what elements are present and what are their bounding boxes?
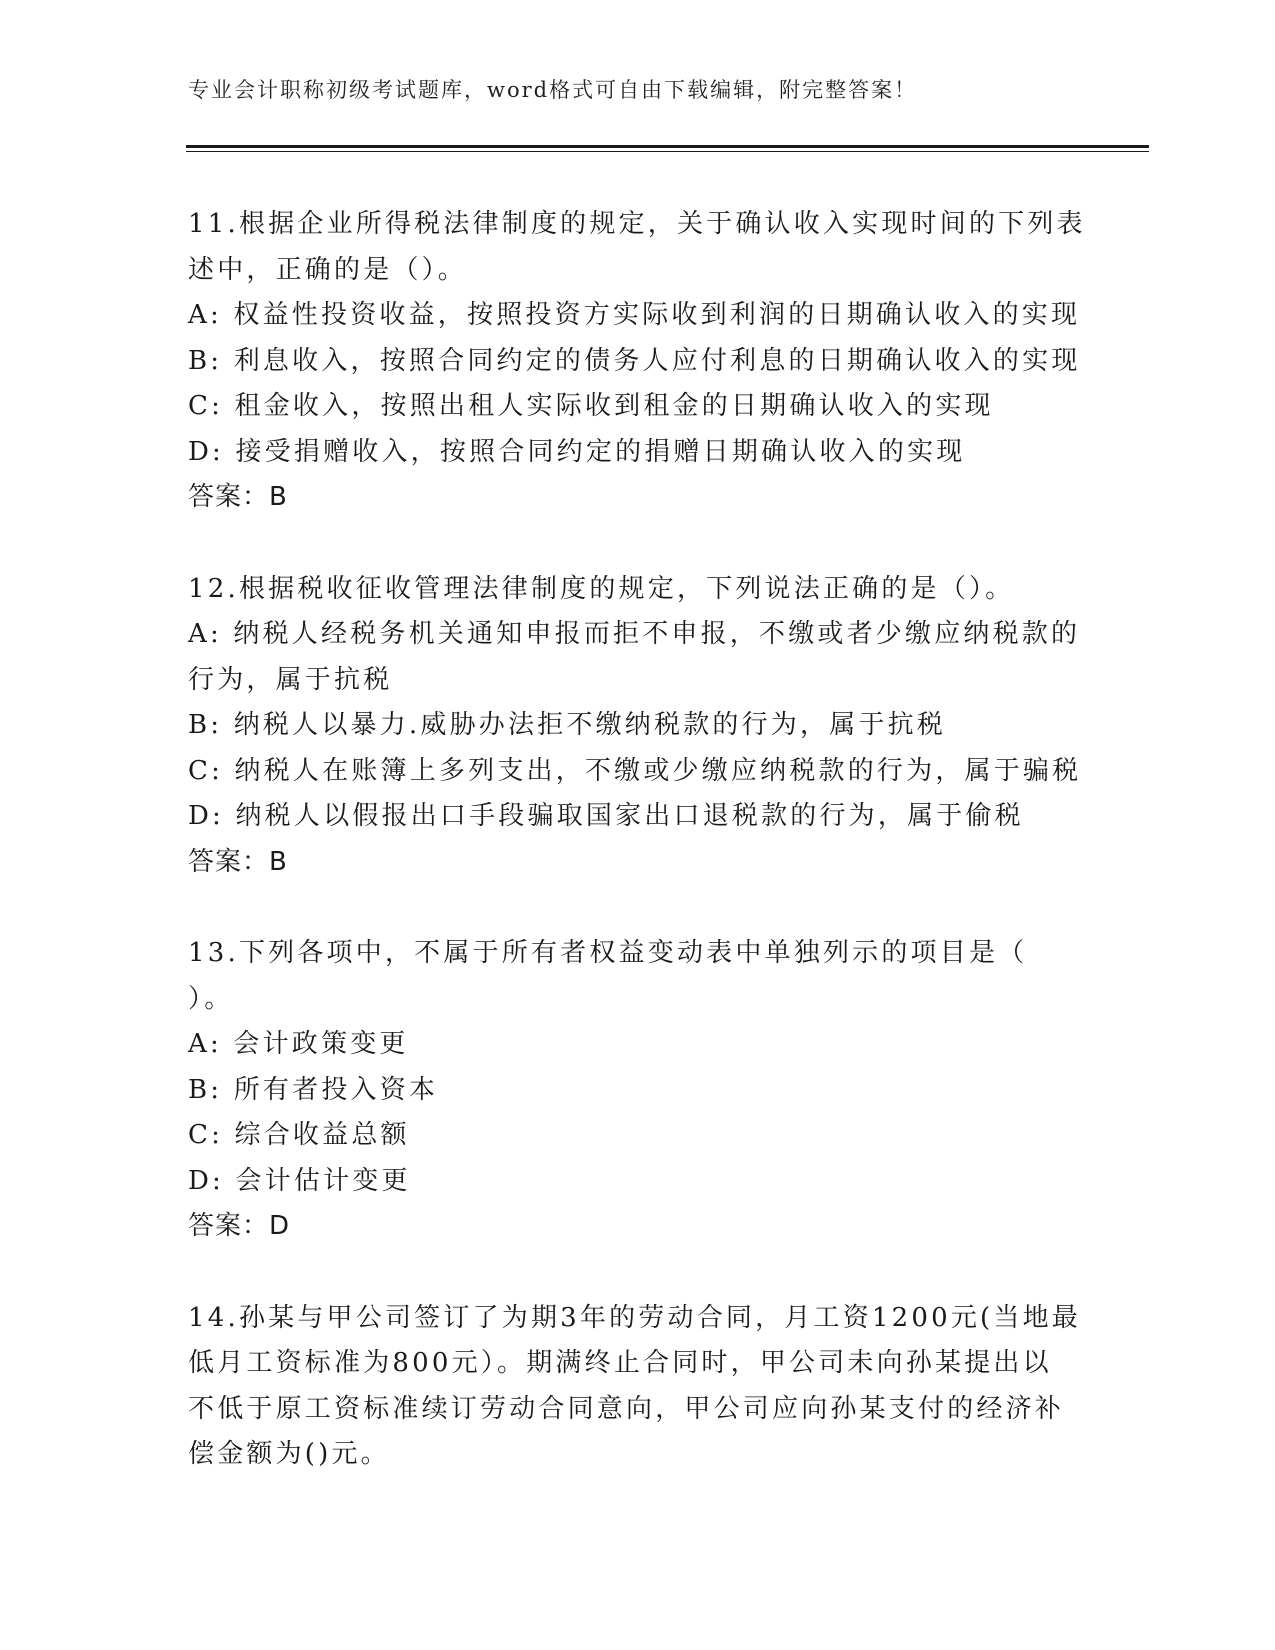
header-rule-thin	[186, 151, 1149, 152]
question-text: 12.根据税收征收管理法律制度的规定，下列说法正确的是（）。	[188, 573, 1015, 604]
question-text: 13.下列各项中，不属于所有者权益变动表中单独列示的项目是（	[188, 938, 1028, 968]
option-d: D: 接受捐赠收入，按照合同约定的捐赠日期确认收入的实现	[188, 436, 966, 467]
option-b: B: 所有者投入资本	[188, 1074, 439, 1105]
question-text: 低月工资标准为800元）。期满终止合同时，甲公司未向孙某提出以	[188, 1348, 1052, 1378]
option-d: D: 纳税人以假报出口手段骗取国家出口退税款的行为，属于偷税	[188, 801, 1024, 831]
header-rule-thick	[186, 145, 1149, 148]
option-b: B: 利息收入，按照合同约定的债务人应付利息的日期确认收入的实现	[188, 345, 1081, 376]
option-a: A: 权益性投资收益，按照投资方实际收到利润的日期确认收入的实现	[188, 300, 1081, 330]
option-b: B: 纳税人以暴力.威胁办法拒不缴纳税款的行为，属于抗税	[188, 710, 946, 740]
question-11	[188, 202, 1088, 521]
option-a-continued: 行为，属于抗税	[188, 664, 393, 695]
option-c: C: 租金收入，按照出租人实际收到租金的日期确认收入的实现	[188, 391, 994, 421]
question-list	[188, 202, 1088, 1524]
option-a: A: 纳税人经税务机关通知申报而拒不申报，不缴或者少缴应纳税款的	[188, 619, 1081, 649]
question-text: ）。	[188, 983, 234, 1014]
option-c: C: 综合收益总额	[188, 1120, 410, 1150]
option-a: A: 会计政策变更	[188, 1029, 409, 1059]
question-text: 偿金额为()元。	[188, 1439, 390, 1469]
question-text: 11.根据企业所得税法律制度的规定，关于确认收入实现时间的下列表	[188, 209, 1086, 239]
question-text: 述中，正确的是（）。	[188, 254, 468, 285]
answer: 答案：B	[188, 846, 288, 877]
question-12	[188, 567, 1088, 886]
answer: 答案：B	[188, 482, 288, 512]
option-d: D: 会计估计变更	[188, 1165, 411, 1196]
page-header: 专业会计职称初级考试题库，word格式可自由下载编辑，附完整答案！	[188, 78, 918, 102]
question-text: 不低于原工资标准续订劳动合同意向，甲公司应向孙某支付的经济补	[188, 1393, 1065, 1424]
question-text: 14.孙某与甲公司签订了为期3年的劳动合同，月工资1200元(当地最	[188, 1302, 1082, 1333]
answer: 答案：D	[188, 1211, 291, 1241]
question-14	[188, 1296, 1088, 1478]
option-c: C: 纳税人在账簿上多列支出，不缴或少缴应纳税款的行为，属于骗税	[188, 755, 1082, 786]
question-13	[188, 931, 1088, 1250]
